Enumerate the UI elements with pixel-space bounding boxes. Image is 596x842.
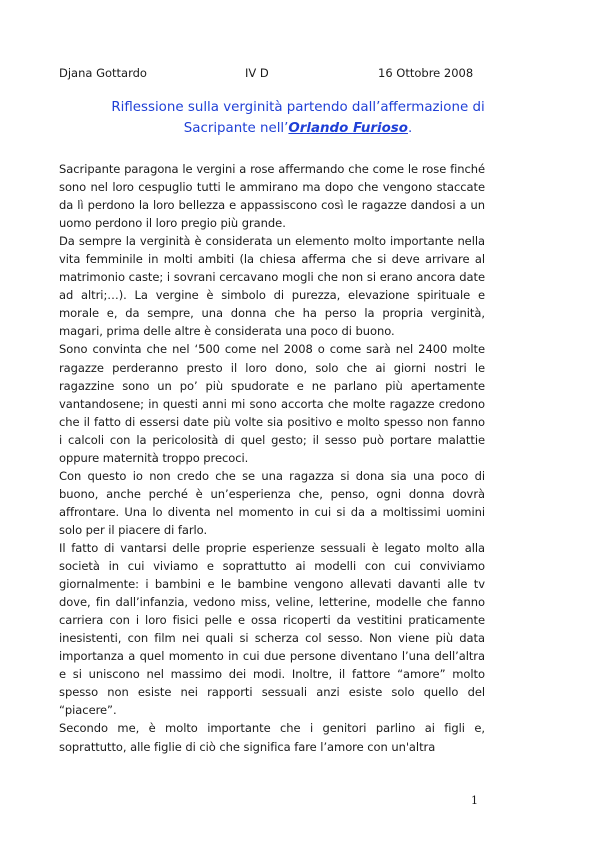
- paragraph: Sacripante paragona le vergini a rose affermando che come le rose finché sono nel loro cespuglio tutti le ammirano ma dopo che vengono staccate da lì perdono la loro bellezza e appassiscono così le ragazze dandosi a un uomo perdono il loro pregio più grande.: [59, 162, 485, 231]
- paragraph: Secondo me, è molto importante che i genitori parlino ai figli e, soprattutto, alle figlie di ciò che significa fare l’amore con un'altra: [59, 721, 485, 754]
- paragraph: Sono convinta che nel ‘500 come nel 2008 o come sarà nel 2400 molte ragazze perderanno presto il loro dono, solo che ai giorni nostri le ragazzine sono un po’ più spudorate e ne parlano più apertamente vantandosene; in questi anni mi sono accorta che molte ragazze credono che il fatto di essersi date più volte sia positivo e molto spesso non fanno i calcoli con la pericolosità di quel gesto; il sesso può portare malattie oppure maternità troppo precoci.: [59, 342, 485, 465]
- orlando-furioso-link[interactable]: Orlando Furioso: [288, 121, 408, 136]
- paragraph: Da sempre la verginità è considerata un elemento molto importante nella vita femminile in molti ambiti (la chiesa afferma che si deve arrivare al matrimonio caste; i sovrani cercavano mogli che non si erano ancora date ad altri;…). La vergine è simbolo di purezza, elevazione spirituale e morale e, da sempre, una donna che ha perso la propria verginità, magari, prima delle altre è considerata una poco di buono.: [59, 234, 485, 339]
- title-suffix: .: [407, 121, 413, 136]
- title-line-1: Riflessione sulla verginità partendo dall’affermazione di: [111, 100, 485, 115]
- title-line-2: [40, 118, 556, 139]
- essay-body: [59, 160, 485, 756]
- paragraph: Con questo io non credo che se una ragazza si dona sia una poco di buono, anche perché è un’esperienza che, penso, ogni donna dovrà affrontare. Una lo diventa nel momento in cui si da a moltissimi uomini solo per il piacere di farlo.: [59, 468, 485, 537]
- author-name: Djana Gottardo: [59, 66, 147, 80]
- essay-title: [40, 97, 556, 139]
- page-header: [0, 66, 596, 82]
- document-date: 16 Ottobre 2008: [378, 66, 474, 80]
- title-prefix: Sacripante nell’: [183, 121, 289, 136]
- class-label: IV D: [245, 66, 269, 80]
- paragraph: Il fatto di vantarsi delle proprie esperienze sessuali è legato molto alla società in cui viviamo e soprattutto ai modelli con cui conviviamo giornalmente: i bambini e le bambine vengono allevati davanti alle tv dove, fin dall’infanzia, vedono miss, veline, letterine, modelle che fanno carriera con i loro fisici pelle e ossa ricoperti da vestitini praticamente inesistenti, con film nei quali si scherza col sesso. Non viene più data importanza a quel momento in cui due persone diventano l’una dell’altra e si uniscono nel massimo dei modi. Inoltre, il fattore “amore” molto spesso non esiste nei rapporti sessuali anzi esiste solo quello del “piacere”.: [59, 540, 485, 718]
- page-number: 1: [471, 794, 478, 807]
